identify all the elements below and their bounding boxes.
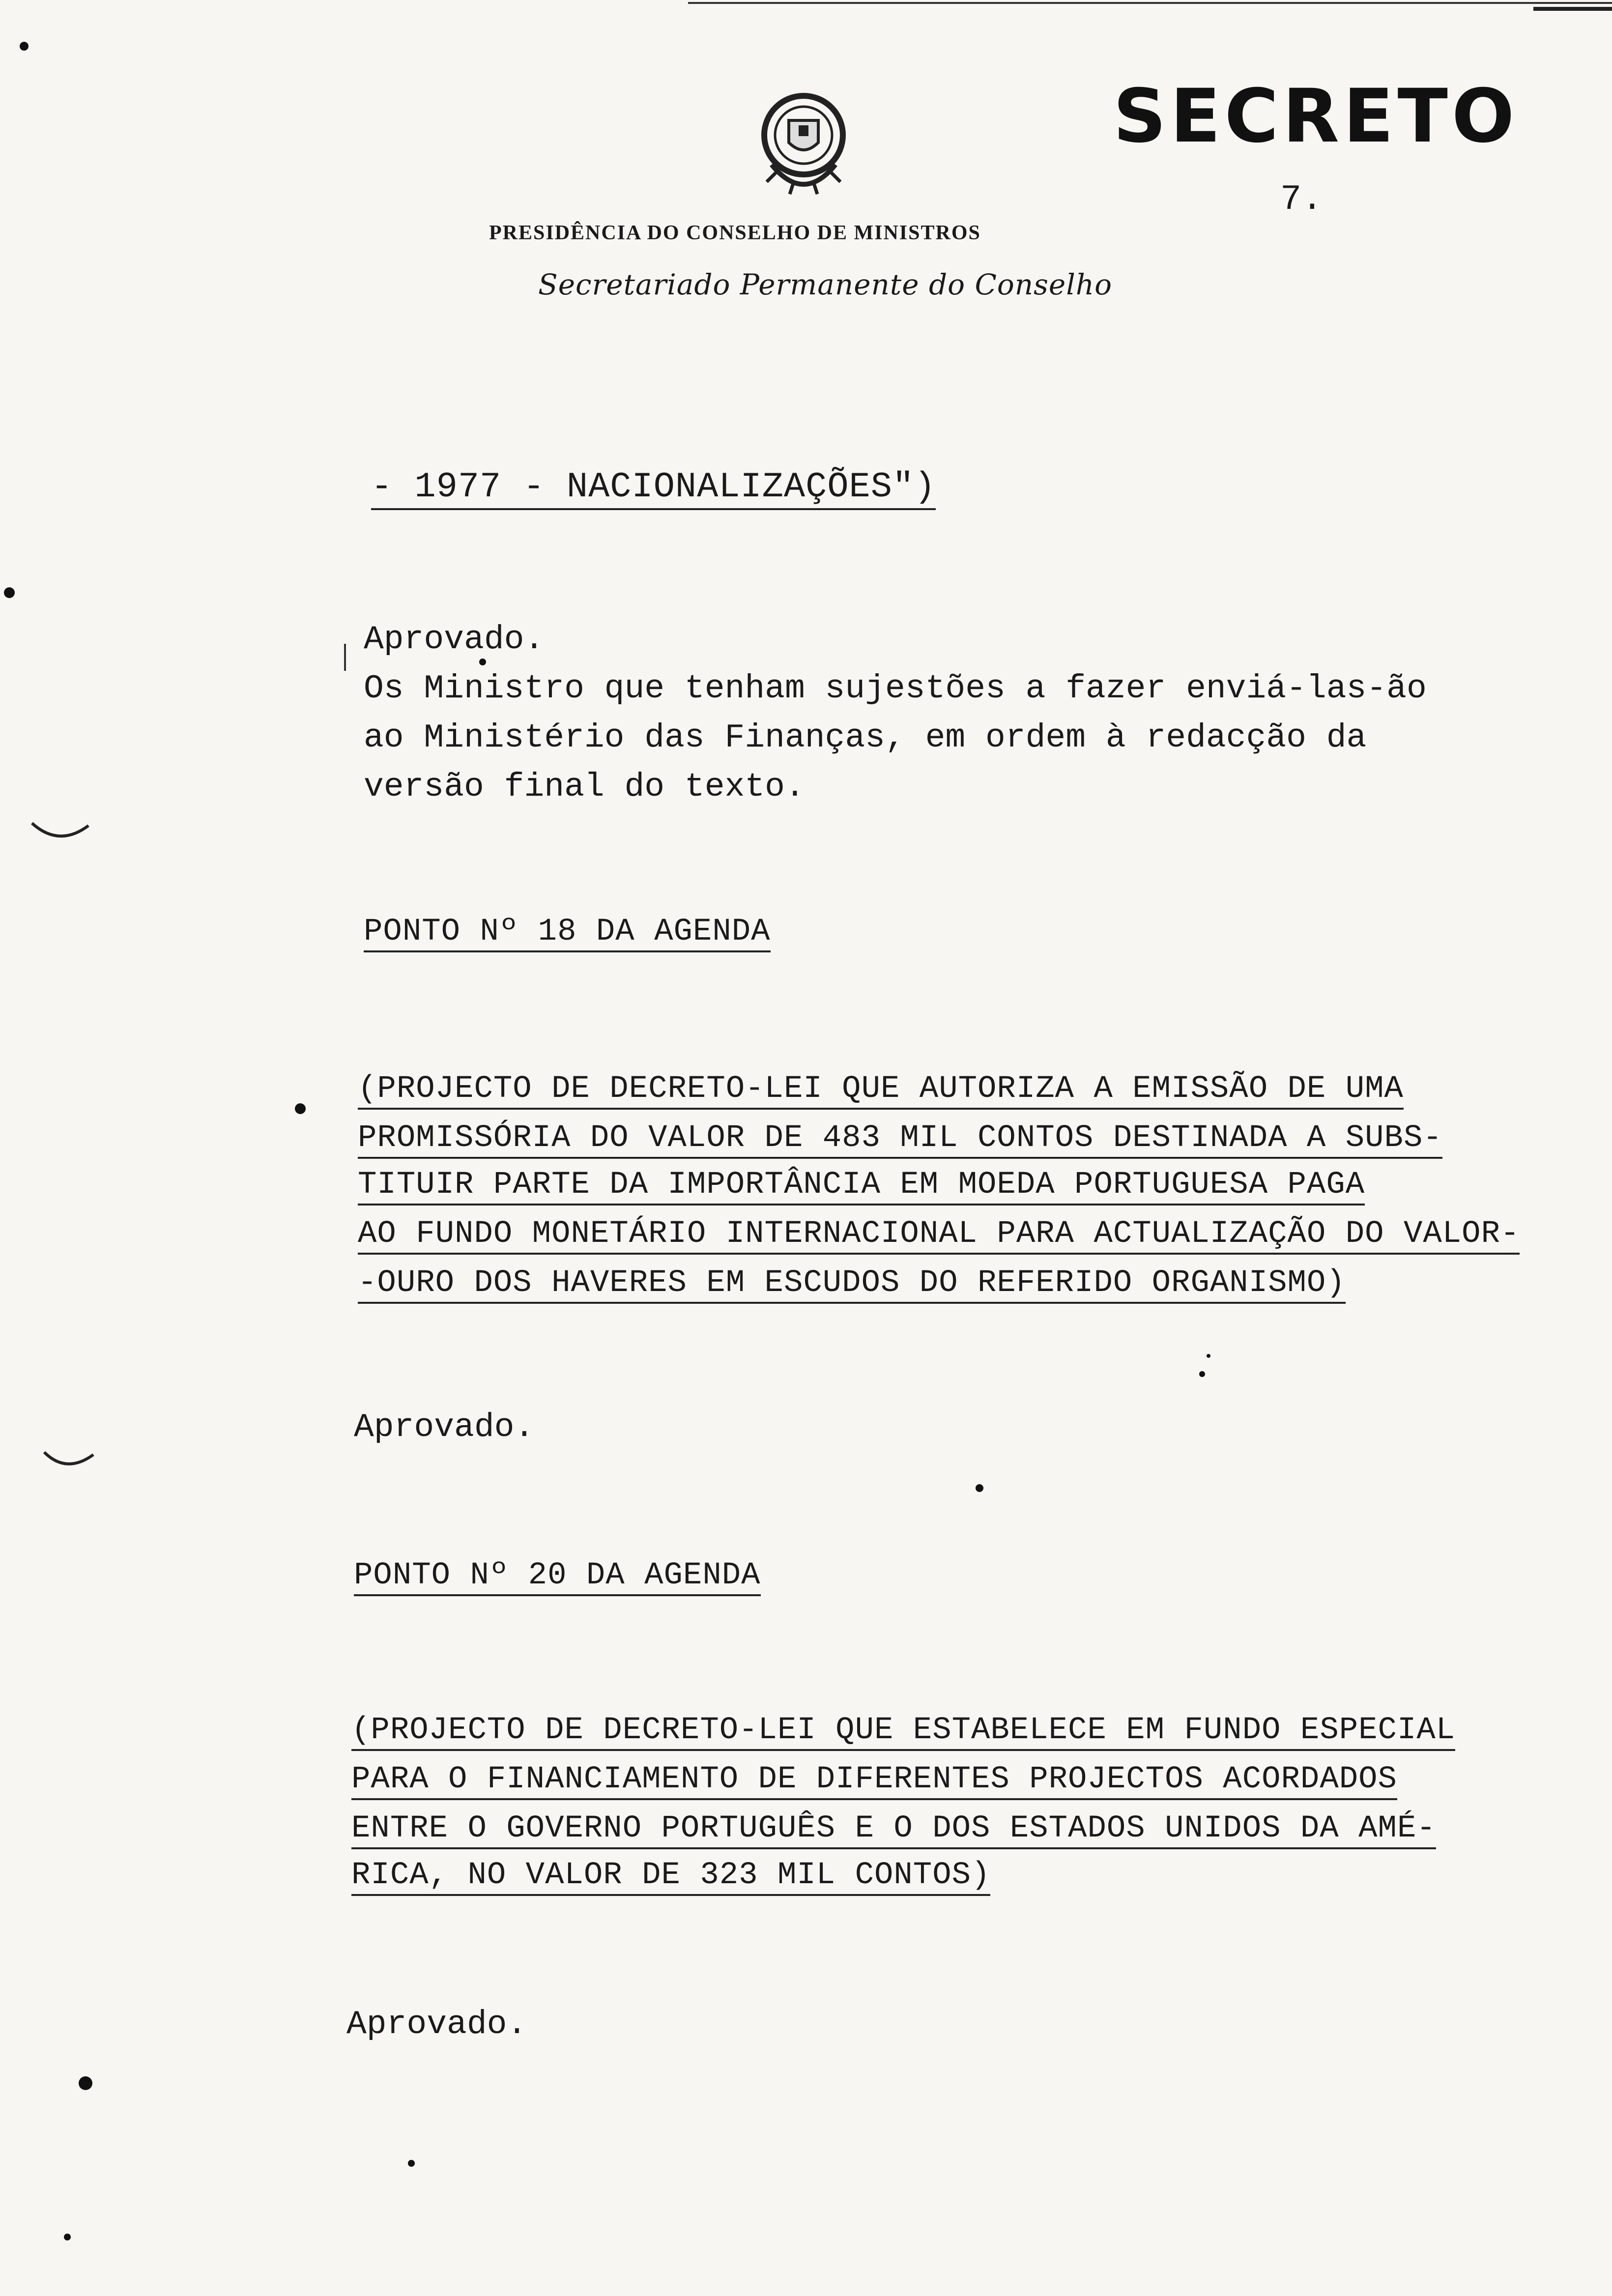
margin-tick: [42, 1447, 96, 1477]
agenda-18-description-line: -OURO DOS HAVERES EM ESCUDOS DO REFERIDO ORGANISMO): [358, 1265, 1346, 1304]
agenda-20-description-line: PARA O FINANCIAMENTO DE DIFERENTES PROJECTOS ACORDADOS: [351, 1762, 1397, 1800]
paragraph-line: Os Ministro que tenham sujestões a fazer enviá-las-ão: [364, 670, 1427, 708]
agenda-20-description-line: ENTRE O GOVERNO PORTUGUÊS E O DOS ESTADOS UNIDOS DA AMÉ-: [351, 1811, 1436, 1849]
section-1-text: [364, 615, 1427, 812]
scan-dot: [20, 42, 29, 51]
paragraph-line: ao Ministério das Finanças, em ordem à redacção da: [364, 719, 1367, 757]
scan-dot: [64, 2234, 71, 2240]
page-number: 7.: [1280, 179, 1323, 220]
secretariat-heading: Secretariado Permanente do Conselho: [538, 268, 1113, 301]
agenda-18-description-line: AO FUNDO MONETÁRIO INTERNACIONAL PARA ACTUALIZAÇÃO DO VALOR-: [358, 1216, 1520, 1255]
paragraph-line: Aprovado.: [364, 621, 545, 659]
agenda-18-description-line: (PROJECTO DE DECRETO-LEI QUE AUTORIZA A EMISSÃO DE UMA: [358, 1071, 1404, 1110]
scan-dot: [79, 2076, 92, 2090]
scan-dot: [479, 659, 486, 665]
agenda-20-description-line: RICA, NO VALOR DE 323 MIL CONTOS): [351, 1858, 990, 1896]
scan-dot: [408, 2160, 415, 2167]
margin-tick: [29, 818, 93, 848]
scan-dot: [1199, 1371, 1205, 1377]
scan-dot: [4, 587, 15, 598]
secret-stamp: SECRETO: [1113, 74, 1519, 159]
agenda-18-decision: Aprovado.: [354, 1408, 535, 1446]
presidency-heading: PRESIDÊNCIA DO CONSELHO DE MINISTROS: [489, 222, 981, 244]
scan-edge-line: [688, 2, 1612, 4]
agenda-item-heading-18: PONTO Nº 18 DA AGENDA: [364, 914, 771, 952]
scan-dot: [976, 1484, 983, 1492]
margin-bar: [344, 644, 346, 671]
scan-dot: [295, 1103, 306, 1114]
paragraph-line: versão final do texto.: [364, 768, 805, 806]
scan-dot: [1207, 1354, 1210, 1358]
agenda-18-description-line: PROMISSÓRIA DO VALOR DE 483 MIL CONTOS DESTINADA A SUBS-: [358, 1120, 1442, 1159]
section-title: - 1977 - NACIONALIZAÇÕES"): [371, 467, 936, 510]
agenda-18-description-line: TITUIR PARTE DA IMPORTÂNCIA EM MOEDA PORTUGUESA PAGA: [358, 1167, 1365, 1205]
agenda-20-decision: Aprovado.: [346, 2006, 527, 2043]
coat-of-arms-emblem: [742, 86, 865, 209]
agenda-item-heading-20: PONTO Nº 20 DA AGENDA: [354, 1558, 761, 1596]
agenda-20-description-line: (PROJECTO DE DECRETO-LEI QUE ESTABELECE EM FUNDO ESPECIAL: [351, 1713, 1455, 1751]
scan-edge-mark: [1533, 7, 1612, 11]
